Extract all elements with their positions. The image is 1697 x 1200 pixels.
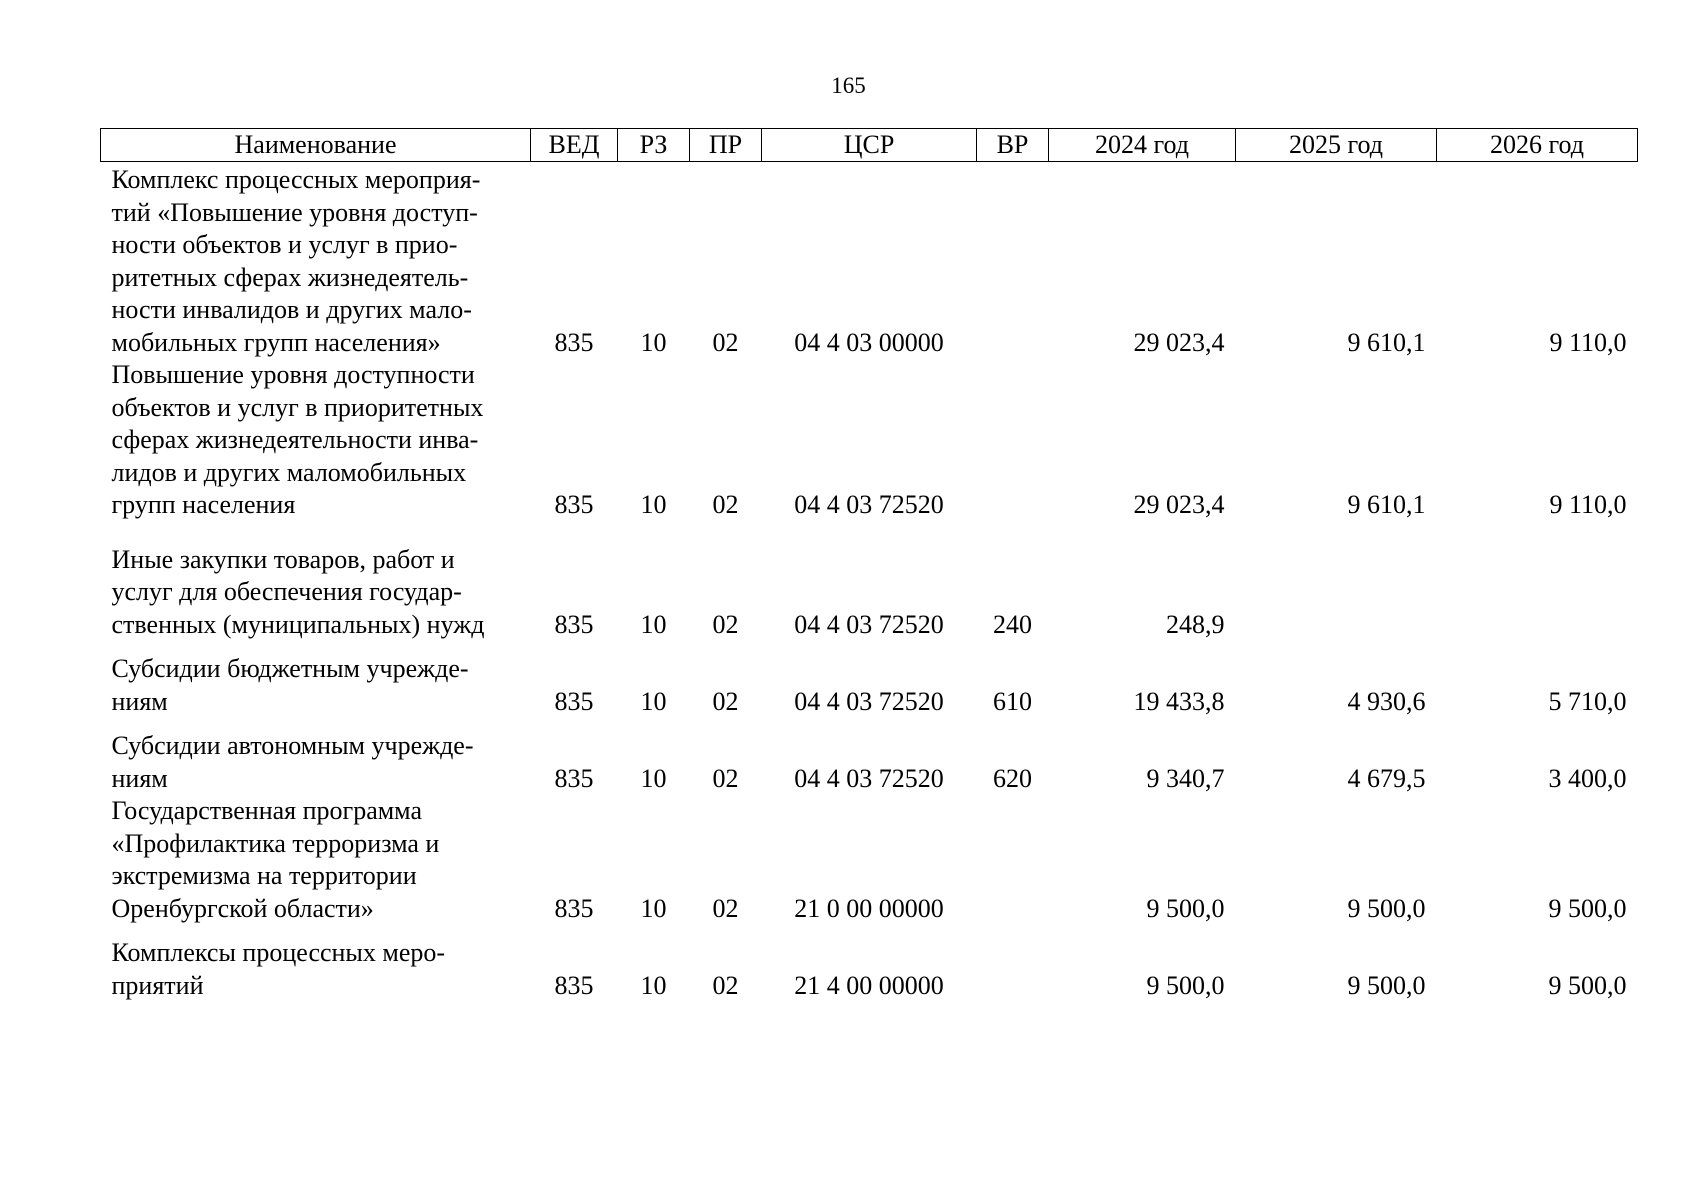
- row-2025: [1236, 522, 1437, 642]
- row-name: Иные закупки товаров, работ и услуг для обеспечения государ- ственных (муниципальных) нужд: [111, 544, 485, 639]
- row-2025: 9 500,0: [1347, 893, 1426, 923]
- row-csr: 04 4 03 72520: [794, 763, 944, 793]
- row-2024: 9 340,7: [1146, 763, 1225, 793]
- header-rz: РЗ: [618, 129, 690, 162]
- row-2025: 4 930,6: [1347, 686, 1426, 716]
- row-name: Комплексы процессных меро- приятий: [111, 938, 446, 1000]
- row-rz: 10: [640, 609, 667, 639]
- header-ved: ВЕД: [531, 129, 618, 162]
- row-2026: 5 710,0: [1548, 686, 1627, 716]
- row-2026: 9 500,0: [1548, 893, 1627, 923]
- row-name: Государственная программа «Профилактика терроризма и экстремизма на территории Оренбургской области»: [111, 796, 440, 923]
- header-csr: ЦСР: [762, 129, 977, 162]
- row-csr: 04 4 03 72520: [794, 609, 944, 639]
- row-pr: 02: [712, 763, 739, 793]
- row-2026: 9 110,0: [1549, 490, 1627, 519]
- row-ved: 835: [554, 609, 594, 639]
- budget-table: [100, 128, 1638, 1002]
- row-rz: 10: [640, 490, 667, 519]
- row-csr: 04 4 03 00000: [794, 327, 944, 357]
- row-pr: 02: [712, 893, 739, 923]
- table-row: [101, 522, 1638, 642]
- row-vr: 620: [993, 763, 1032, 793]
- row-ved: 835: [554, 490, 594, 519]
- row-vr: [977, 795, 1049, 925]
- row-ved: 835: [554, 970, 594, 1000]
- row-ved: 835: [554, 893, 594, 923]
- row-2025: 9 500,0: [1347, 970, 1426, 1000]
- header-pr: ПР: [690, 129, 762, 162]
- row-ved: 835: [554, 327, 594, 357]
- row-ved: 835: [554, 686, 594, 716]
- row-2025: 4 679,5: [1347, 763, 1426, 793]
- row-2024: 9 500,0: [1146, 893, 1225, 923]
- header-2025: 2025 год: [1236, 129, 1437, 162]
- row-2026: 9 110,0: [1549, 327, 1627, 357]
- row-pr: 02: [712, 327, 739, 357]
- row-name: Повышение уровня доступности объектов и услуг в приоритетных сферах жизнедеятельности инва- лидов и других маломобильных групп населения: [111, 360, 484, 519]
- row-ved: 835: [554, 763, 594, 793]
- row-csr: 04 4 03 72520: [794, 686, 944, 716]
- row-rz: 10: [640, 970, 667, 1000]
- row-name: Субсидии бюджетным учрежде- ниям: [111, 654, 469, 716]
- page-number: 165: [831, 73, 866, 98]
- row-rz: 10: [640, 686, 667, 716]
- header-row: [101, 129, 1638, 162]
- row-2025: 9 610,1: [1347, 327, 1426, 357]
- table-row: [101, 641, 1638, 718]
- row-vr: [977, 359, 1049, 522]
- row-2026: [1437, 522, 1638, 642]
- row-rz: 10: [640, 763, 667, 793]
- header-name: Наименование: [101, 129, 531, 162]
- row-csr: 21 4 00 00000: [794, 970, 944, 1000]
- row-2024: 19 433,8: [1133, 686, 1225, 716]
- row-csr: 21 0 00 00000: [794, 893, 944, 923]
- row-2025: 9 610,1: [1347, 490, 1426, 519]
- row-pr: 02: [712, 970, 739, 1000]
- table-row: [101, 718, 1638, 795]
- row-2024: 248,9: [1166, 609, 1225, 639]
- row-pr: 02: [712, 490, 739, 519]
- header-vr: ВР: [977, 129, 1049, 162]
- row-name: Комплекс процессных мероприя- тий «Повышение уровня доступ- ности объектов и услуг в прио- ритетных сферах жизнедеятель- ности инвалидов и других мало- мобильных групп населения»: [111, 165, 481, 357]
- row-2024: 29 023,4: [1133, 490, 1225, 519]
- row-2024: 29 023,4: [1133, 327, 1225, 357]
- row-name: Субсидии автономным учрежде- ниям: [111, 731, 474, 793]
- row-csr: 04 4 03 72520: [794, 490, 944, 519]
- row-2026: 3 400,0: [1548, 763, 1627, 793]
- table-row: [101, 925, 1638, 1002]
- row-pr: 02: [712, 686, 739, 716]
- table-body: [101, 162, 1638, 1003]
- header-2024: 2024 год: [1049, 129, 1236, 162]
- header-2026: 2026 год: [1437, 129, 1638, 162]
- table-row: [101, 359, 1638, 522]
- row-rz: 10: [640, 893, 667, 923]
- table-header: [101, 129, 1638, 162]
- row-rz: 10: [640, 327, 667, 357]
- row-2026: 9 500,0: [1548, 970, 1627, 1000]
- row-vr: [977, 162, 1049, 360]
- row-vr: 240: [993, 609, 1032, 639]
- row-pr: 02: [712, 609, 739, 639]
- table-row: [101, 795, 1638, 925]
- table-row: [101, 162, 1638, 360]
- row-vr: 610: [993, 686, 1032, 716]
- row-2024: 9 500,0: [1146, 970, 1225, 1000]
- row-vr: [977, 925, 1049, 1002]
